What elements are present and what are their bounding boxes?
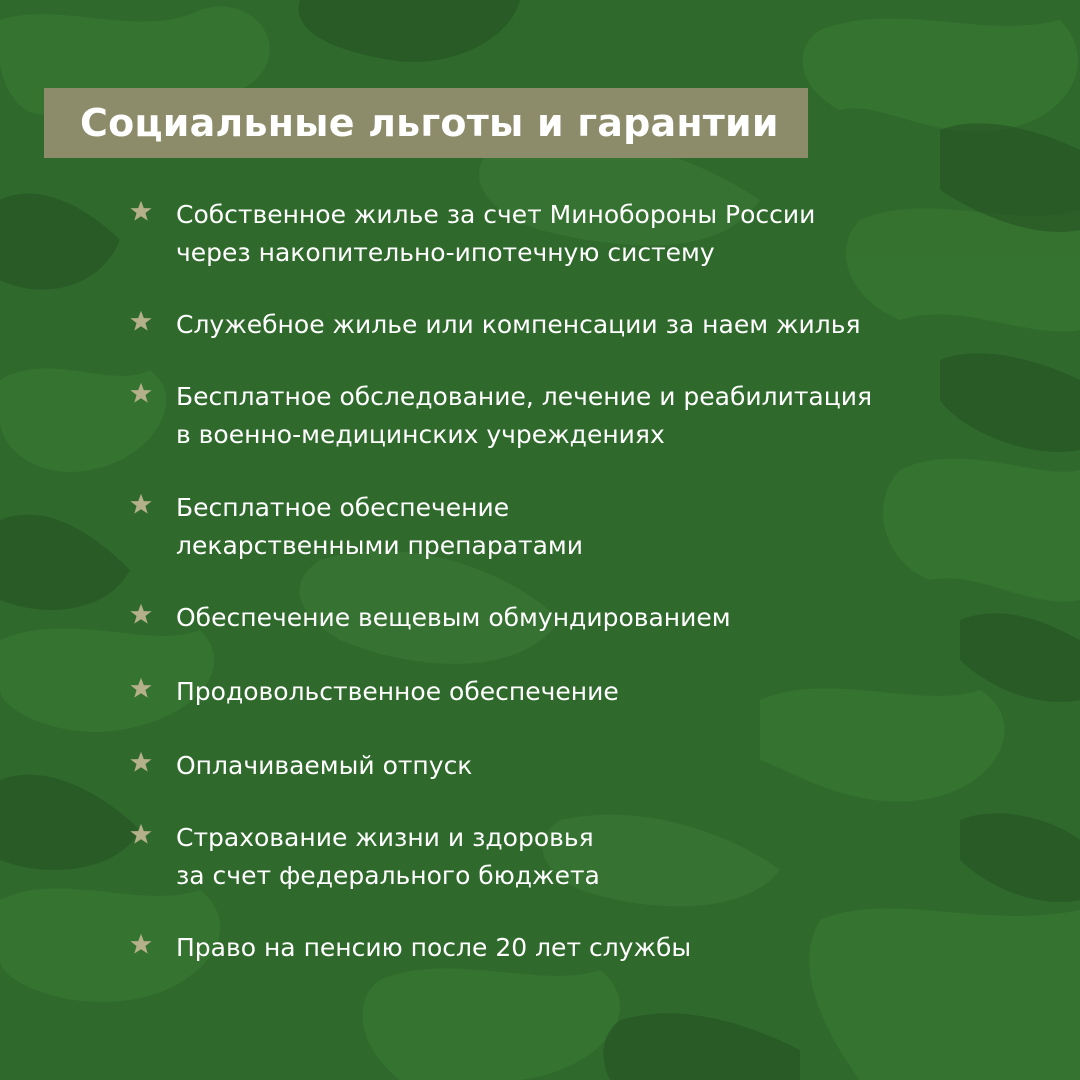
benefit-text	[176, 819, 1026, 895]
benefit-text	[176, 489, 1026, 565]
benefit-line: Служебное жилье или компенсации за наем жилья	[176, 310, 861, 339]
benefit-line: Продовольственное обеспечение	[176, 677, 619, 706]
benefit-line: за счет федерального бюджета	[176, 861, 600, 890]
star-icon	[128, 491, 154, 517]
benefit-line: Право на пенсию после 20 лет службы	[176, 933, 692, 962]
benefit-text	[176, 196, 1026, 272]
star-icon	[128, 308, 154, 334]
page-title: Социальные льготы и гарантии	[80, 101, 779, 145]
benefit-text	[176, 929, 1026, 967]
star-icon	[128, 675, 154, 701]
star-icon	[128, 931, 154, 957]
benefit-text	[176, 599, 1026, 637]
star-icon	[128, 749, 154, 775]
benefit-line: в военно-медицинских учреждениях	[176, 420, 665, 449]
star-icon	[128, 380, 154, 406]
benefit-line: Оплачиваемый отпуск	[176, 751, 473, 780]
benefit-line: Страхование жизни и здоровья	[176, 823, 594, 852]
benefit-line: через накопительно-ипотечную систему	[176, 238, 715, 267]
star-icon	[128, 601, 154, 627]
star-icon	[128, 198, 154, 224]
benefit-line: Бесплатное обследование, лечение и реабилитация	[176, 382, 873, 411]
star-icon	[128, 821, 154, 847]
benefit-line: Бесплатное обеспечение	[176, 493, 510, 522]
benefit-text	[176, 378, 1026, 454]
benefit-text	[176, 306, 1026, 344]
benefit-line: Собственное жилье за счет Минобороны России	[176, 200, 816, 229]
benefit-text	[176, 747, 1026, 785]
benefit-line: лекарственными препаратами	[176, 531, 583, 560]
benefit-text	[176, 673, 1026, 711]
benefit-line: Обеспечение вещевым обмундированием	[176, 603, 731, 632]
benefits-list	[128, 0, 1028, 1080]
